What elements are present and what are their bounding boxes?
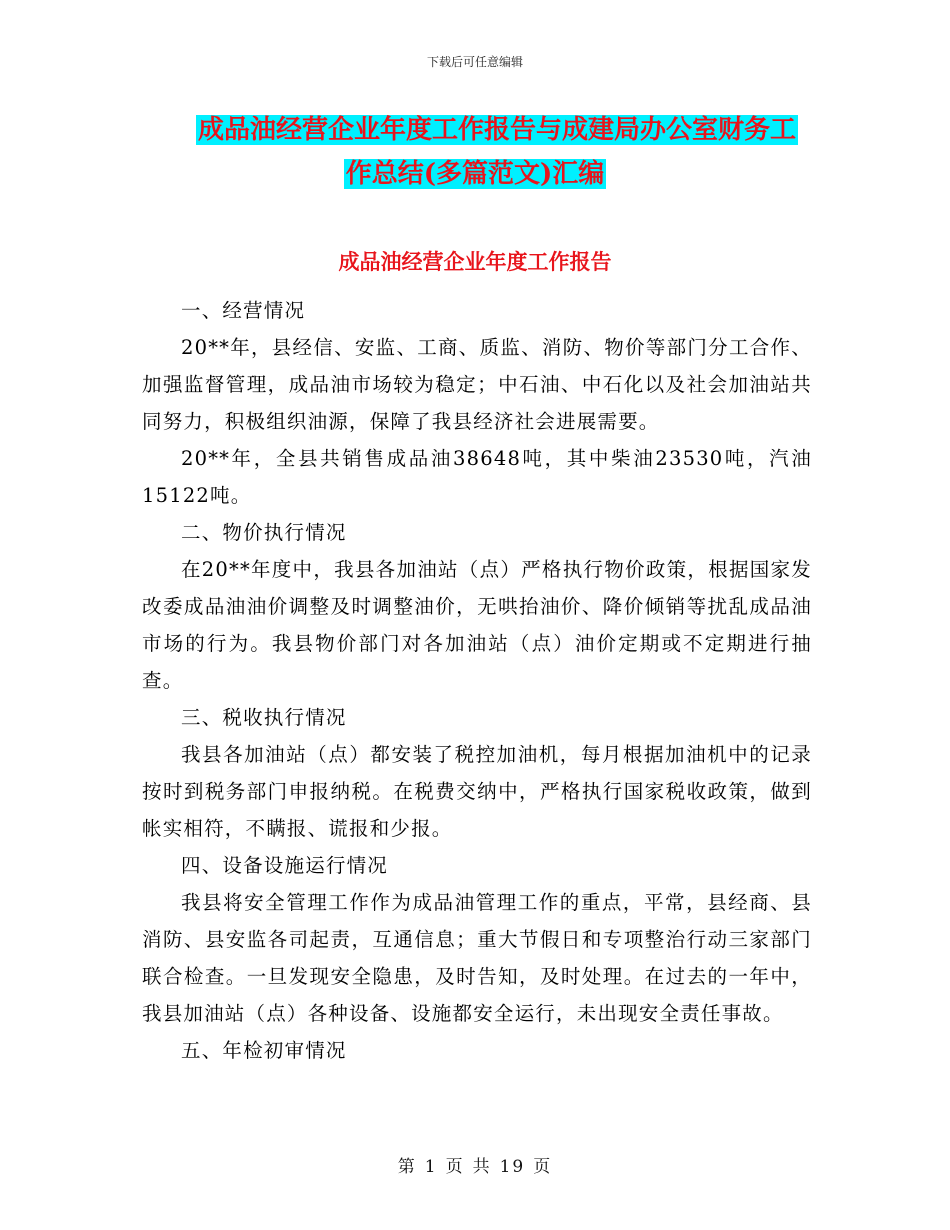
footer-label-of-page: 页 [445,1157,465,1177]
document-title-line-2 [0,154,950,194]
heading-tax-execution: 三、税收执行情况 [181,706,347,729]
paragraph-equipment-operation: 我县将安全管理工作作为成品油管理工作的重点，平常，县经商、县消防、县安监各司起责，互通信息；重大节假日和专项整治行动三家部门联合检查。一旦发现安全隐患，及时告知，及时处理。在过去的一年中，我县加油站（点）各种设备、设施都安全运行，未出现安全责任事故。 [142,891,812,1025]
heading-equipment-operation: 四、设备设施运行情况 [181,854,389,877]
document-title-line-1 [22,110,950,150]
footer-current-page: 1 [424,1157,438,1177]
document-body [142,292,812,1069]
paragraph-tax-execution: 我县各加油站（点）都安装了税控加油机，每月根据加油机中的记录按时到税务部门申报纳税。在税费交纳中，严格执行国家税收政策，做到帐实相符，不瞒报、谎报和少报。 [142,743,812,840]
heading-business-status: 一、经营情况 [181,299,306,322]
page-footer [0,1152,950,1177]
paragraph-sales-figures: 20**年，全县共销售成品油38648吨，其中柴油23530吨，汽油15122吨。 [142,447,812,507]
header-note: 下载后可任意编辑 [426,55,523,69]
heading-annual-inspection: 五、年检初审情况 [181,1039,347,1062]
paragraph-business-overview: 20**年，县经信、安监、工商、质监、消防、物价等部门分工合作、加强监督管理，成品油市场较为稳定；中石油、中石化以及社会加油站共同努力，积极组织油源，保障了我县经济社会进展需要。 [142,336,812,433]
paragraph-price-execution: 在20**年度中，我县各加油站（点）严格执行物价政策，根据国家发改委成品油油价调整及时调整油价，无哄抬油价、降价倾销等扰乱成品油市场的行为。我县物价部门对各加油站（点）油价定期或不定期进行抽查。 [142,558,812,692]
document-title-text-1: 成品油经营企业年度工作报告与成建局办公室财务工 [197,115,796,145]
section-title: 成品油经营企业年度工作报告 [338,249,612,274]
footer-total-pages: 19 [499,1157,526,1177]
heading-price-execution: 二、物价执行情况 [181,521,347,544]
footer-label-total: 共 [472,1157,492,1177]
document-title-text-2: 作总结(多篇范文)汇编 [345,159,605,189]
footer-label-pages: 页 [533,1157,553,1177]
footer-label-page: 第 [397,1157,417,1177]
